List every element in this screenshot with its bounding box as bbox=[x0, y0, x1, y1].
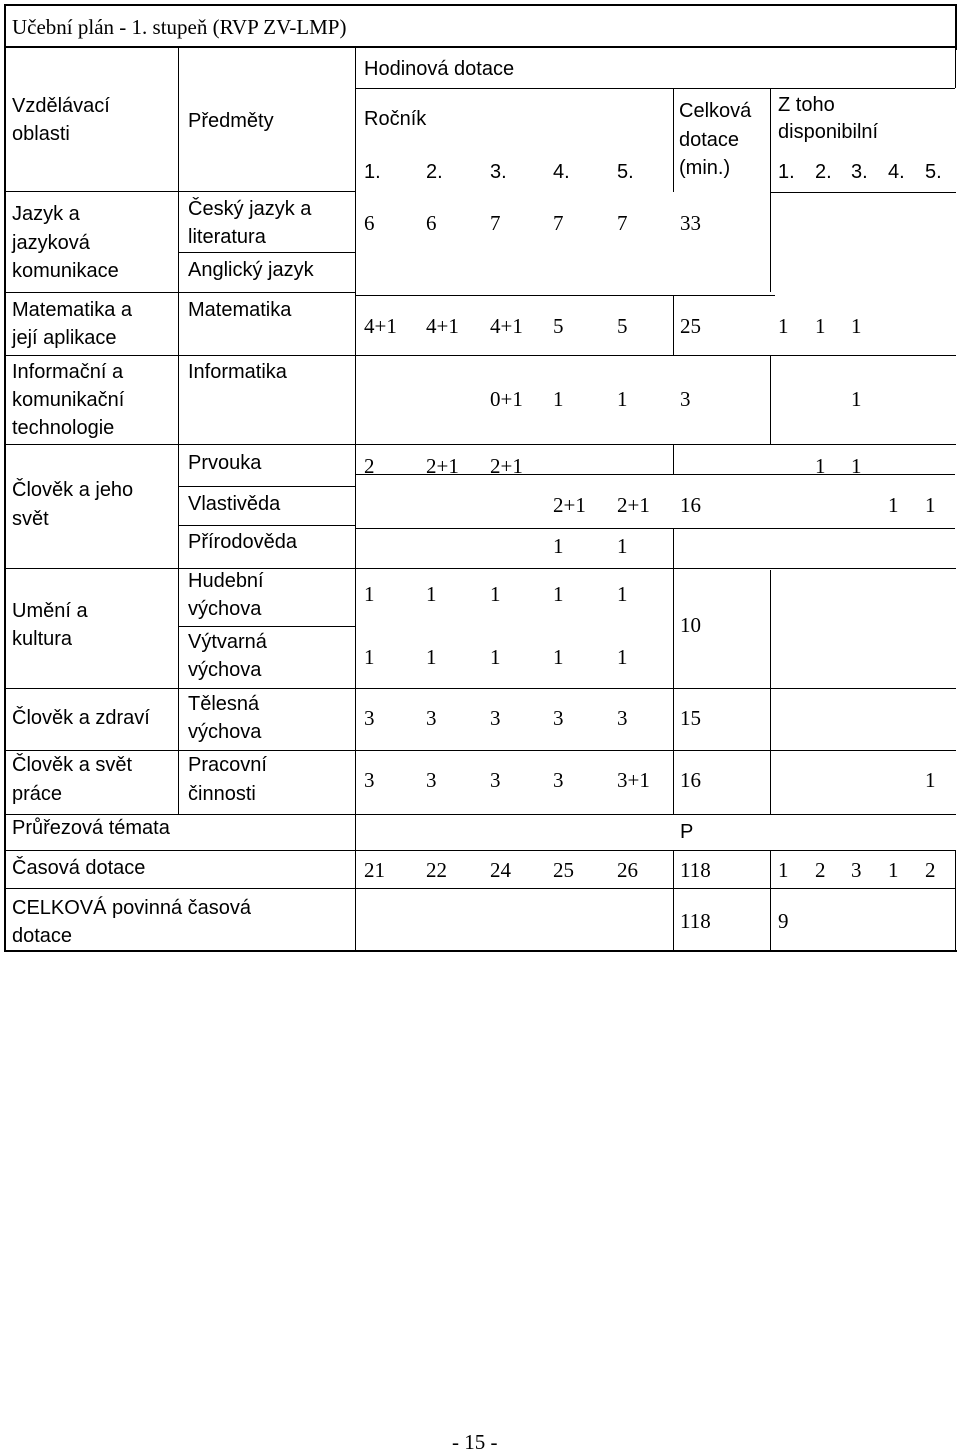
table-title: Učební plán - 1. stupeň (RVP ZV-LMP) bbox=[12, 15, 347, 39]
subject-vlastiveda: Vlastivěda bbox=[188, 493, 281, 515]
umeni-total: 10 bbox=[680, 613, 701, 637]
subject-informatika: Informatika bbox=[188, 361, 287, 383]
celkova-povinna-total: 118 bbox=[680, 909, 711, 933]
header-predmety: Předměty bbox=[188, 110, 274, 132]
header-rocnik: Ročník bbox=[364, 108, 427, 130]
header-hodinova-dotace: Hodinová dotace bbox=[364, 58, 515, 80]
area-prurezova: Průřezová témata bbox=[12, 817, 170, 839]
area-zdravi: Člověk a zdraví bbox=[12, 707, 150, 729]
page-number: - 15 - bbox=[452, 1430, 498, 1454]
subject-matematika: Matematika bbox=[188, 299, 292, 321]
subject-anglicky-jazyk: Anglický jazyk bbox=[188, 259, 314, 281]
subject-prirodoveda: Přírodověda bbox=[188, 531, 297, 553]
casova-label: Časová dotace bbox=[12, 857, 146, 879]
subject-prvouka: Prvouka bbox=[188, 452, 262, 474]
prurezova-value: P bbox=[680, 821, 694, 843]
celkova-povinna-disp: 9 bbox=[778, 909, 789, 933]
